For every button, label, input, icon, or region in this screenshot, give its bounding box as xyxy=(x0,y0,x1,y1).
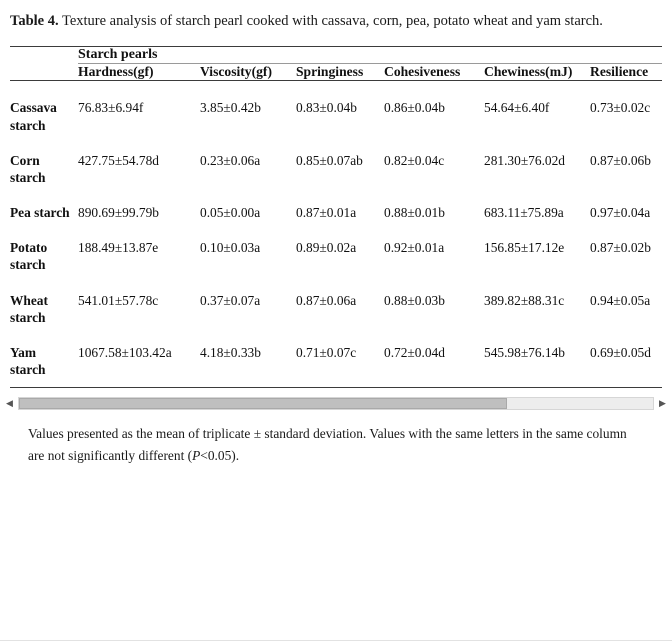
cell-yam-springiness: 0.71±0.07c xyxy=(296,344,357,360)
column-header-cohesiveness: Cohesiveness xyxy=(384,64,461,80)
cell-cassava-hardness: 76.83±6.94f xyxy=(78,100,144,116)
cell-corn-resilience: 0.87±0.06b xyxy=(590,152,651,168)
scrollbar-track[interactable] xyxy=(18,397,654,410)
cell-wheat-chewiness: 389.82±88.31c xyxy=(484,292,565,308)
cell-corn-springiness: 0.85±0.07ab xyxy=(296,152,363,168)
group-header-starch-pearls: Starch pearls xyxy=(78,47,662,64)
column-header-chewiness: Chewiness(mJ) xyxy=(484,64,573,80)
cell-yam-chewiness: 545.98±76.14b xyxy=(484,344,565,360)
cell-potato-chewiness: 156.85±17.12e xyxy=(484,240,565,256)
cell-wheat-hardness: 541.01±57.78c xyxy=(78,292,159,308)
table-container xyxy=(10,46,662,388)
column-header-blank xyxy=(10,64,78,81)
cell-pea-chewiness: 683.11±75.89a xyxy=(484,205,564,221)
cell-cassava-springiness: 0.83±0.04b xyxy=(296,100,357,116)
table-caption xyxy=(0,0,672,32)
row-label-wheat-starch: Wheat starch xyxy=(10,292,48,325)
cell-corn-cohesiveness: 0.82±0.04c xyxy=(384,152,445,168)
column-header-hardness: Hardness(gf) xyxy=(78,64,154,80)
texture-analysis-table xyxy=(10,47,662,387)
table-row xyxy=(10,90,662,142)
table-caption-text: Texture analysis of starch pearl cooked with cassava, corn, pea, potato wheat and yam starch. xyxy=(58,13,603,29)
cell-yam-cohesiveness: 0.72±0.04d xyxy=(384,344,445,360)
table-head xyxy=(10,47,662,81)
cell-cassava-viscosity: 3.85±0.42b xyxy=(200,100,261,116)
cell-potato-hardness: 188.49±13.87e xyxy=(78,240,159,256)
cell-yam-hardness: 1067.58±103.42a xyxy=(78,344,172,360)
cell-potato-viscosity: 0.10±0.03a xyxy=(200,240,261,256)
cell-cassava-resilience: 0.73±0.02c xyxy=(590,100,651,116)
scrollbar-thumb[interactable] xyxy=(19,398,507,409)
cell-pea-resilience: 0.97±0.04a xyxy=(590,205,651,221)
cell-pea-cohesiveness: 0.88±0.01b xyxy=(384,205,445,221)
group-header-empty-cell xyxy=(10,47,78,64)
scroll-right-arrow-icon[interactable]: ▶ xyxy=(659,398,666,409)
cell-wheat-cohesiveness: 0.88±0.03b xyxy=(384,292,445,308)
cell-pea-viscosity: 0.05±0.00a xyxy=(200,205,261,221)
cell-corn-chewiness: 281.30±76.02d xyxy=(484,152,565,168)
column-header-springiness: Springiness xyxy=(296,64,364,80)
spacer-cell xyxy=(10,81,662,91)
table-footnote xyxy=(28,423,642,466)
scroll-left-arrow-icon[interactable]: ◀ xyxy=(6,398,13,409)
row-label-potato-starch: Potato starch xyxy=(10,240,48,273)
row-label-pea-starch: Pea starch xyxy=(10,205,70,221)
horizontal-scrollbar[interactable] xyxy=(4,396,668,411)
table-row xyxy=(10,283,662,335)
cell-corn-viscosity: 0.23±0.06a xyxy=(200,152,261,168)
row-label-cassava-starch: Cassava starch xyxy=(10,100,57,133)
table-caption-number: Table 4. xyxy=(10,13,59,29)
group-header-row xyxy=(10,47,662,64)
table-row xyxy=(10,335,662,387)
table-row xyxy=(10,230,662,282)
cell-potato-resilience: 0.87±0.02b xyxy=(590,240,651,256)
header-body-spacer xyxy=(10,81,662,91)
cell-wheat-springiness: 0.87±0.06a xyxy=(296,292,357,308)
cell-cassava-chewiness: 54.64±6.40f xyxy=(484,100,550,116)
cell-wheat-viscosity: 0.37±0.07a xyxy=(200,292,261,308)
footnote-p-symbol: P xyxy=(192,447,201,463)
cell-cassava-cohesiveness: 0.86±0.04b xyxy=(384,100,445,116)
table-body xyxy=(10,81,662,387)
column-header-viscosity: Viscosity(gf) xyxy=(200,64,272,80)
cell-potato-cohesiveness: 0.92±0.01a xyxy=(384,240,445,256)
cell-yam-resilience: 0.69±0.05d xyxy=(590,344,651,360)
left-rail xyxy=(0,0,3,641)
cell-potato-springiness: 0.89±0.02a xyxy=(296,240,357,256)
cell-pea-springiness: 0.87±0.01a xyxy=(296,205,357,221)
table-row xyxy=(10,143,662,195)
column-header-row xyxy=(10,64,662,81)
footnote-part-one: Values presented as the mean of triplicate ± standard deviation. Values with the same letters in the same column are not significantly different ( xyxy=(28,426,627,463)
column-header-resilience: Resilience xyxy=(590,64,649,80)
cell-corn-hardness: 427.75±54.78d xyxy=(78,152,159,168)
row-label-yam-starch: Yam starch xyxy=(10,344,46,378)
table-row xyxy=(10,195,662,230)
row-label-corn-starch: Corn starch xyxy=(10,152,46,185)
cell-yam-viscosity: 4.18±0.33b xyxy=(200,344,261,360)
cell-pea-hardness: 890.69±99.79b xyxy=(78,205,159,221)
cell-wheat-resilience: 0.94±0.05a xyxy=(590,292,651,308)
footnote-part-two: <0.05). xyxy=(200,447,240,463)
